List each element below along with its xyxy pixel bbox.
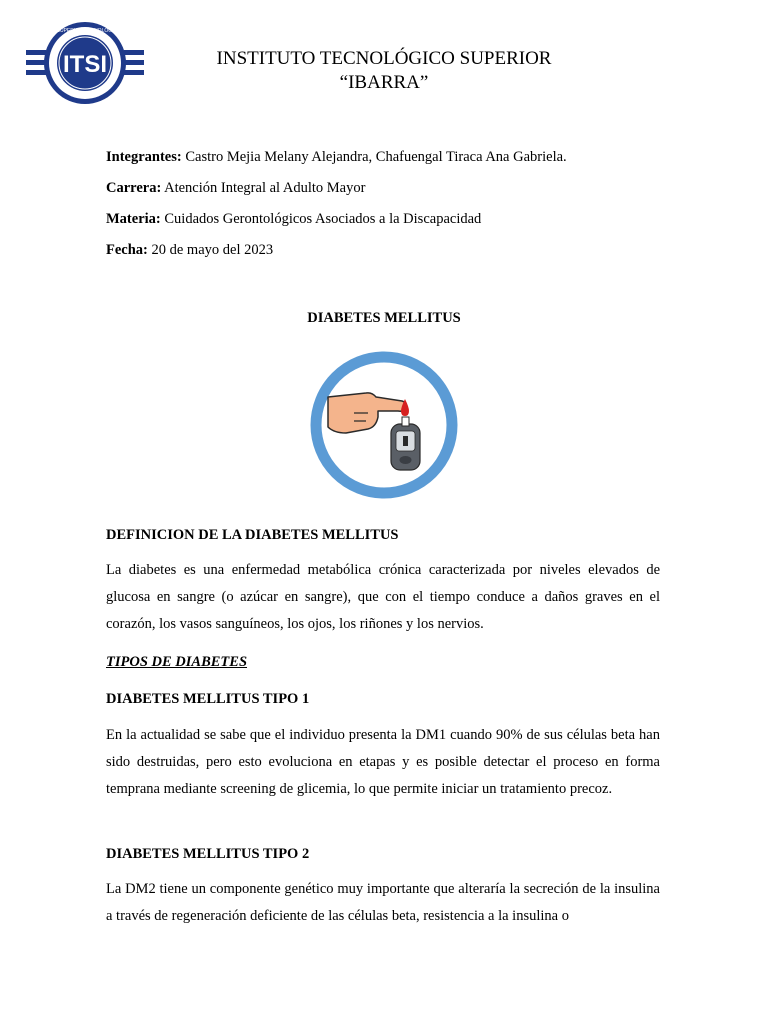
materia-line: [106, 210, 481, 228]
definition-paragraph: La diabetes es una enfermedad metabólica crónica caracterizada por niveles elevados de glucosa en sangre (o azúcar en sangre), que con el tiempo conduce a daños graves en el corazón, los vasos sanguíneos, los ojos, los riñones y los nervios.: [106, 562, 660, 632]
carrera-line: [106, 179, 365, 197]
carrera-value: Atención Integral al Adulto Mayor: [161, 180, 366, 196]
logo-text: ITSI: [62, 51, 108, 78]
institution-city: “IBARRA”: [339, 72, 429, 93]
institution-name: INSTITUTO TECNOLÓGICO SUPERIOR: [216, 48, 552, 69]
type2-paragraph: La DM2 tiene un componente genético muy importante que alteraría la secreción de la insulina a través de regeneración deficiente de las células beta, resistencia a la insulina o: [106, 881, 660, 924]
document-title: DIABETES MELLITUS: [307, 310, 461, 326]
logo-ring-text: INSTITUTO SUPERIOR TECNOLÓGICO IBARRA: [28, 28, 142, 34]
type1-paragraph: En la actualidad se sabe que el individuo presenta la DM1 cuando 90% de sus células beta han sido destruidas, pero esto evoluciona en etapas y es posible detectar el proceso en forma temprana mediante screening de glicemia, lo que permite iniciar un tratamiento precoz.: [106, 727, 660, 797]
fecha-line: [106, 241, 273, 259]
glucose-meter-finger-icon: [306, 347, 462, 503]
definition-heading: DEFINICION DE LA DIABETES MELLITUS: [106, 527, 399, 543]
integrantes-label: Integrantes:: [106, 149, 182, 165]
type2-heading: DIABETES MELLITUS TIPO 2: [106, 846, 310, 862]
materia-value: Cuidados Gerontológicos Asociados a la Discapacidad: [160, 211, 482, 227]
itsi-logo: [24, 20, 146, 106]
integrantes-line: [106, 148, 567, 166]
materia-label: Materia:: [106, 211, 161, 227]
integrantes-value: Castro Mejia Melany Alejandra, Chafuengal Tiraca Ana Gabriela.: [181, 149, 567, 165]
types-heading: TIPOS DE DIABETES: [106, 654, 248, 670]
carrera-label: Carrera:: [106, 180, 162, 196]
fecha-label: Fecha:: [106, 242, 148, 258]
type1-heading: DIABETES MELLITUS TIPO 1: [106, 691, 310, 707]
fecha-value: 20 de mayo del 2023: [147, 242, 274, 258]
